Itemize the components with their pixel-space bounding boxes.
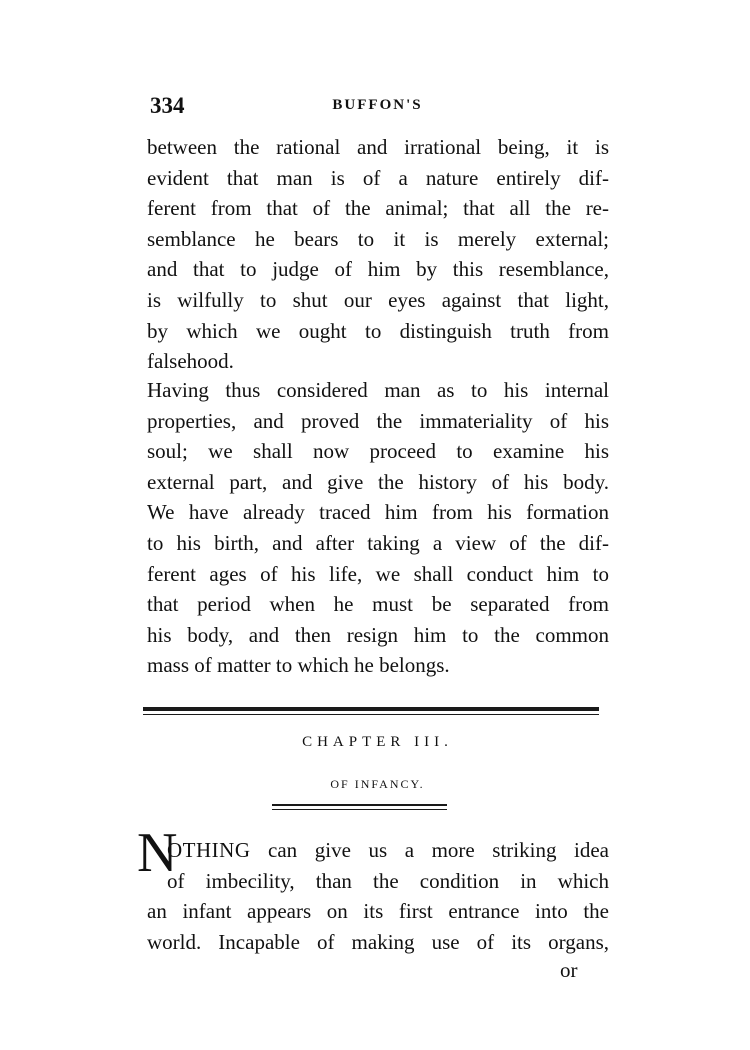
opening-word: OTHING <box>167 838 251 862</box>
text-line: evident that man is of a nature entirely dif- <box>147 165 609 190</box>
text-line: semblance he bears to it is merely external; <box>147 226 609 251</box>
chapter-title-rule <box>272 804 447 806</box>
text-line: Having thus considered man as to his internal <box>147 378 609 402</box>
text-line: ferent ages of his life, we shall conduct him to <box>147 561 609 586</box>
text-line: between the rational and irrational being, it is <box>147 135 609 159</box>
running-head: BUFFON'S <box>332 97 423 113</box>
text-line: is wilfully to shut our eyes against that light, <box>147 287 609 312</box>
text-line: his body, and then resign him to the common <box>147 622 609 647</box>
text-line: of imbecility, than the condition in which <box>167 868 609 893</box>
section-divider-thick <box>143 707 599 711</box>
text-line: We have already traced him from his formation <box>147 500 609 525</box>
page-number: 334 <box>150 93 185 118</box>
text-line: and that to judge of him by this resemblance, <box>147 257 609 282</box>
text-line: soul; we shall now proceed to examine his <box>147 439 609 464</box>
text-line: by which we ought to distinguish truth from <box>147 318 609 343</box>
text-line: that period when he must be separated from <box>147 592 609 617</box>
paragraph-2 <box>147 375 609 681</box>
catchword: or <box>560 958 578 982</box>
text-line: to his birth, and after taking a view of the dif- <box>147 530 609 555</box>
chapter-title-rule-thin <box>272 809 447 810</box>
chapter-opening-paragraph <box>147 835 609 957</box>
text-line: mass of matter to which he belongs. <box>147 653 450 678</box>
text-line: an infant appears on its first entrance into the <box>147 899 609 924</box>
opening-line-rest: can give us a more striking idea <box>250 838 609 862</box>
text-line <box>147 835 609 866</box>
drop-cap: N <box>137 822 178 884</box>
text-line: world. Incapable of making use of its organs, <box>147 929 609 954</box>
section-divider-thin <box>143 714 599 715</box>
paragraph-1 <box>147 132 609 377</box>
text-line: falsehood. <box>147 349 234 374</box>
text-line: external part, and give the history of his body. <box>147 469 609 494</box>
text-line: ferent from that of the animal; that all the re- <box>147 196 609 221</box>
page-header <box>150 93 605 123</box>
chapter-heading: CHAPTER III. <box>302 734 453 750</box>
text-line: properties, and proved the immateriality of his <box>147 408 609 433</box>
chapter-title: OF INFANCY. <box>330 777 425 791</box>
